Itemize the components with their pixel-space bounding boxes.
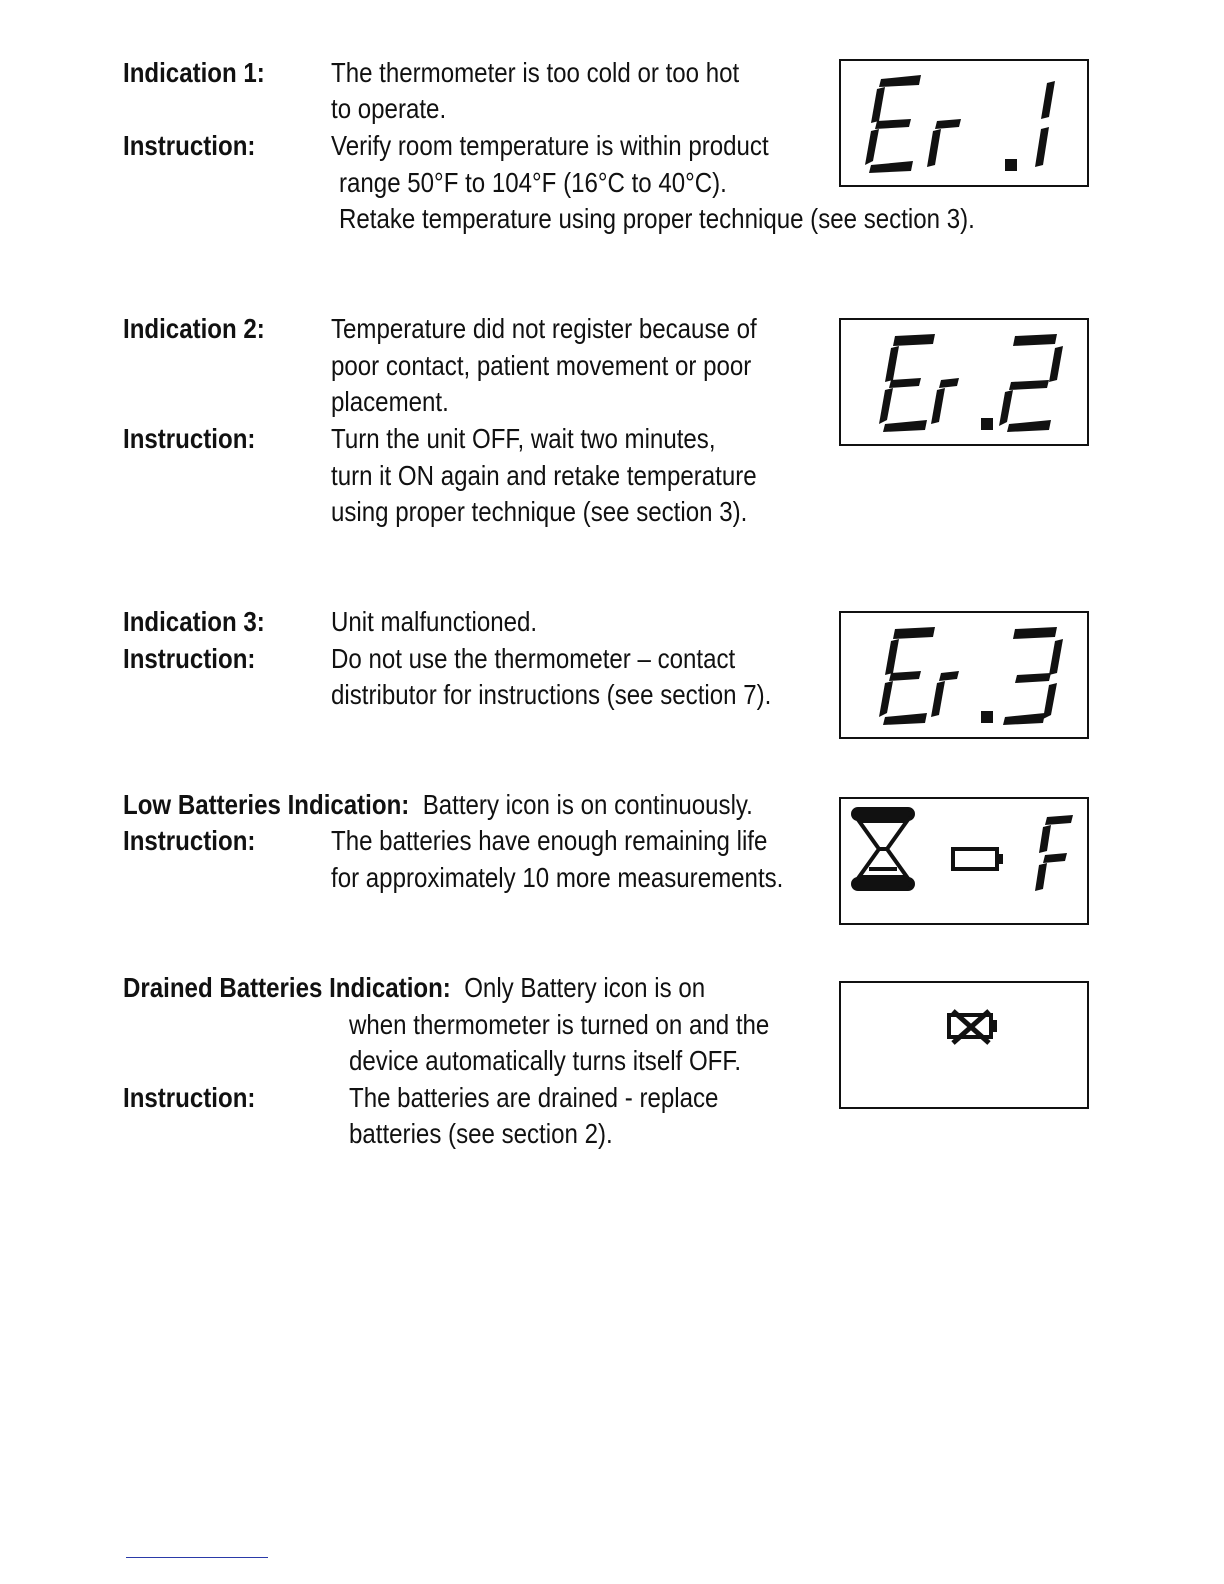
battery-crossed-icon (949, 1011, 997, 1043)
lcd-display-drained-battery (839, 981, 1089, 1109)
lcd-symbols-low-battery (841, 799, 1087, 923)
lcd-digits-er1 (841, 61, 1087, 185)
instruction-3-text: Do not use the thermometer – contact (331, 643, 736, 674)
indication-1-text: The thermometer is too cold or too hot (331, 57, 740, 88)
indication-2-text: placement. (331, 386, 449, 417)
instruction-3-text: distributor for instructions (see section 7). (331, 679, 772, 710)
instruction-2-label: Instruction: (123, 423, 256, 454)
instruction-1-label: Instruction: (123, 130, 256, 161)
drained-batteries-text: device automatically turns itself OFF. (349, 1045, 742, 1076)
instruction-1-text: range 50°F to 104°F (16°C to 40°C). (339, 167, 727, 198)
lcd-digits-er3 (841, 613, 1087, 737)
instruction-2-text: turn it ON again and retake temperature (331, 460, 757, 491)
instruction-5-text: The batteries are drained - replace (349, 1082, 719, 1113)
lcd-display-er1 (839, 59, 1089, 187)
lcd-display-er3 (839, 611, 1089, 739)
low-batteries-label: Low Batteries Indication: (123, 789, 410, 820)
lcd-display-er2 (839, 318, 1089, 446)
instruction-4-text: for approximately 10 more measurements. (331, 862, 784, 893)
drained-batteries-label: Drained Batteries Indication: (123, 972, 451, 1003)
instruction-3-label: Instruction: (123, 643, 256, 674)
instruction-1-text: Retake temperature using proper technique (see section 3). (339, 203, 975, 234)
lcd-digit-f (1035, 815, 1073, 891)
indication-2-text: poor contact, patient movement or poor (331, 350, 752, 381)
footnote-rule (126, 1557, 268, 1558)
indication-2-label: Indication 2: (123, 313, 265, 344)
low-batteries-row (123, 787, 753, 823)
instruction-5-text: batteries (see section 2). (349, 1118, 613, 1149)
battery-low-icon (953, 849, 1003, 869)
drained-batteries-text: when thermometer is turned on and the (349, 1009, 770, 1040)
drained-batteries-row (123, 970, 705, 1006)
hourglass-icon (853, 809, 913, 889)
instruction-4-text: The batteries have enough remaining life (331, 825, 768, 856)
instruction-5-label: Instruction: (123, 1082, 256, 1113)
low-batteries-text: Battery icon is on continuously. (422, 789, 753, 820)
lcd-display-low-battery (839, 797, 1089, 925)
indication-3-label: Indication 3: (123, 606, 265, 637)
instruction-4-label: Instruction: (123, 825, 256, 856)
instruction-1-text: Verify room temperature is within product (331, 130, 769, 161)
indication-2-text: Temperature did not register because of (331, 313, 757, 344)
lcd-digits-er2 (841, 320, 1087, 444)
indication-1-text: to operate. (331, 93, 447, 124)
drained-batteries-text: Only Battery icon is on (464, 972, 706, 1003)
indication-1-label: Indication 1: (123, 57, 265, 88)
instruction-2-text: using proper technique (see section 3). (331, 496, 748, 527)
lcd-symbols-drained-battery (841, 983, 1087, 1107)
indication-3-text: Unit malfunctioned. (331, 606, 538, 637)
instruction-2-text: Turn the unit OFF, wait two minutes, (331, 423, 716, 454)
